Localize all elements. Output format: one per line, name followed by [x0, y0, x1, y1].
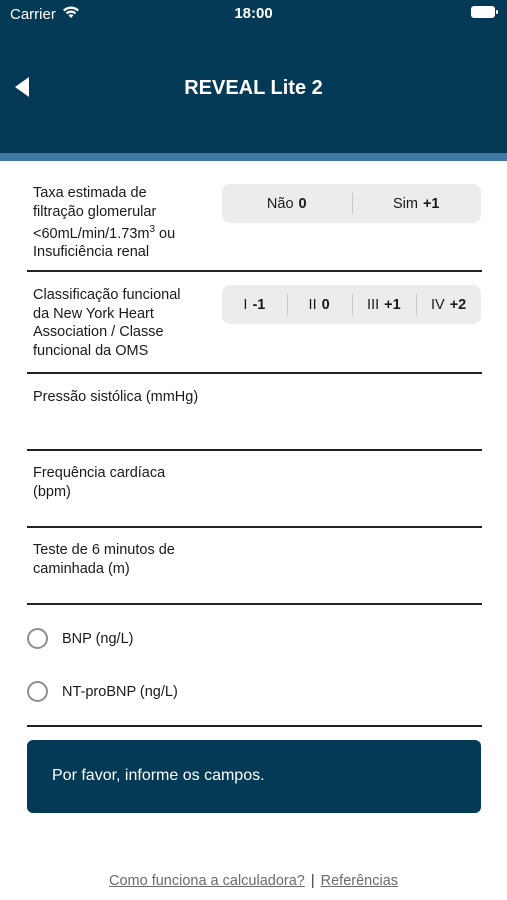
option-text: II	[308, 296, 317, 313]
nyha-label-line: Classificação funcional	[33, 287, 181, 303]
result-message-box	[27, 740, 481, 813]
egfr-label-line: Taxa estimada de	[33, 185, 147, 201]
nyha-row	[27, 271, 482, 374]
nyha-label	[33, 286, 181, 360]
nyha-option-iv[interactable]	[416, 285, 481, 324]
how-it-works-link[interactable]: Como funciona a calculadora?	[108, 873, 305, 889]
walk-test-label-line: Teste de 6 minutos de	[33, 542, 175, 558]
heart-rate-row[interactable]	[27, 450, 482, 528]
egfr-label	[33, 184, 175, 262]
egfr-row	[27, 162, 482, 272]
egfr-label-superscript: 3	[149, 224, 156, 235]
option-text: I	[243, 296, 248, 313]
result-message: Por favor, informe os campos.	[52, 767, 265, 784]
app-header	[0, 0, 507, 153]
option-text: III	[367, 296, 380, 313]
nyha-label-line: da New York Heart	[33, 305, 154, 322]
egfr-label-line	[33, 221, 175, 243]
egfr-label-line: filtração glomerular	[33, 203, 157, 220]
bnp-label: BNP (ng/L)	[62, 630, 134, 647]
walk-test-label	[33, 541, 175, 578]
nyha-segmented-control	[222, 285, 481, 324]
egfr-segmented-control	[222, 184, 481, 223]
heart-rate-label-line: (bpm)	[33, 483, 71, 500]
divider	[27, 725, 482, 727]
option-score: 0	[321, 296, 330, 313]
nyha-option-ii[interactable]	[287, 285, 352, 324]
footer-separator: |	[310, 873, 315, 889]
egfr-option-sim[interactable]	[352, 184, 482, 223]
option-text: Sim	[392, 195, 418, 212]
option-score: 0	[298, 195, 307, 212]
status-time: 18:00	[234, 5, 273, 22]
sbp-row[interactable]	[27, 373, 482, 451]
nyha-label-line: funcional da OMS	[33, 342, 149, 359]
header-stripe	[0, 153, 507, 161]
ntprobnp-option[interactable]	[27, 681, 178, 702]
page-title: REVEAL Lite 2	[184, 77, 323, 99]
battery-icon	[471, 6, 495, 18]
option-text: IV	[431, 296, 445, 313]
walk-test-label-line: caminhada (m)	[33, 560, 130, 577]
option-score: -1	[252, 296, 266, 313]
status-bar	[0, 0, 507, 28]
nyha-label-line: Association / Classe	[33, 324, 164, 340]
option-score: +1	[422, 195, 440, 212]
heart-rate-label-line: Frequência cardíaca	[33, 465, 166, 481]
option-score: +2	[449, 296, 467, 313]
radio-icon[interactable]	[27, 628, 48, 649]
nyha-option-iii[interactable]	[352, 285, 417, 324]
ntprobnp-label: NT-proBNP (ng/L)	[62, 683, 178, 700]
radio-icon[interactable]	[27, 681, 48, 702]
nyha-option-i[interactable]	[222, 285, 287, 324]
sbp-label: Pressão sistólica (mmHg)	[33, 389, 199, 405]
egfr-option-nao[interactable]	[222, 184, 352, 223]
option-score: +1	[384, 296, 401, 313]
footer-links	[0, 873, 507, 889]
bnp-option[interactable]	[27, 628, 133, 649]
option-text: Não	[266, 195, 294, 212]
egfr-label-part: ou	[155, 225, 176, 242]
egfr-label-part: <60mL/min/1.73m	[33, 225, 150, 242]
carrier-label: Carrier	[10, 5, 56, 23]
egfr-label-line: Insuficiência renal	[33, 244, 150, 261]
walk-test-row[interactable]	[27, 527, 482, 605]
references-link[interactable]: Referências	[320, 873, 399, 889]
heart-rate-label	[33, 464, 165, 501]
